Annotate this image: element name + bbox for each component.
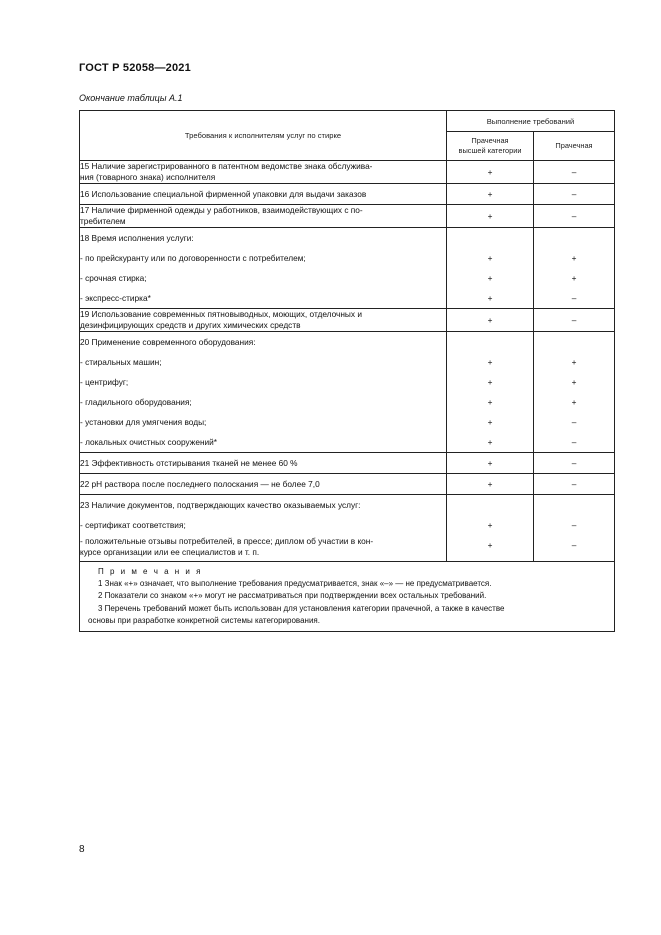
header-top-category [447, 132, 534, 161]
mark-top: + [487, 519, 493, 530]
mark-top: + [487, 314, 493, 325]
header-fulfillment: Выполнение требований [447, 111, 615, 132]
note-item: 3 Перечень требований может быть использован для установления категории прачечной, а также в качестве [98, 603, 505, 613]
requirement-title: 18 Время исполнения услуги: [80, 232, 194, 243]
notes-title: П р и м е ч а н и я [98, 567, 203, 576]
table-row [80, 161, 615, 184]
header-top-category-line2: высшей категории [458, 146, 522, 155]
mark-top: + [487, 356, 493, 367]
requirement-text: 16 Использование специальной фирменной упаковки для выдачи заказов [80, 188, 367, 199]
requirement-text: 21 Эффективность отстирывания тканей не менее 60 % [80, 457, 298, 468]
requirement-text: курсе организации или ее специалистов и т. п. [80, 547, 260, 557]
header-top-category-line1: Прачечная [471, 136, 509, 145]
requirement-text: 15 Наличие зарегистрированного в патентном ведомстве знака обслужива- [80, 161, 373, 171]
mark-regular: – [571, 210, 577, 221]
requirement-subitem: - центрифуг; [80, 376, 129, 387]
table-row [80, 332, 615, 453]
requirement-text: 22 pH раствора после последнего полоскания — не более 7,0 [80, 478, 320, 489]
notes-cell [80, 562, 615, 632]
table-row [80, 184, 615, 205]
table-caption: Окончание таблицы А.1 [79, 93, 183, 103]
requirement-text: ния (товарного знака) исполнителя [80, 172, 216, 182]
mark-top: + [487, 376, 493, 387]
requirement-subitem: - установки для умягчения воды; [80, 416, 207, 427]
mark-regular: – [571, 478, 577, 489]
requirement-cell [80, 332, 447, 453]
mark-regular: – [571, 457, 577, 468]
requirement-text: требителем [80, 216, 126, 226]
mark-top: + [487, 272, 493, 283]
requirement-subitem [80, 535, 446, 561]
note-item: 2 Показатели со знаком «+» могут не рассматриваться при подтверждении всех остальных требований. [98, 591, 487, 601]
requirements-table [79, 110, 615, 632]
mark-regular: + [571, 272, 577, 283]
mark-regular: – [571, 314, 577, 325]
mark-regular: – [571, 188, 577, 199]
mark-regular: – [571, 519, 577, 530]
mark-top: + [487, 292, 493, 303]
mark-top: + [487, 396, 493, 407]
requirement-cell [80, 161, 447, 184]
mark-regular: – [571, 292, 577, 303]
requirement-cell [80, 309, 447, 332]
requirement-subitem: - срочная стирка; [80, 272, 147, 283]
requirement-title: 23 Наличие документов, подтверждающих качество оказываемых услуг: [80, 499, 361, 510]
requirement-subitem: - стиральных машин; [80, 356, 162, 367]
mark-regular: + [571, 252, 577, 263]
requirement-title: 20 Применение современного оборудования: [80, 336, 256, 347]
table-row [80, 453, 615, 474]
mark-regular: + [571, 376, 577, 387]
mark-regular: – [571, 539, 577, 550]
note-item: 1 Знак «+» означает, что выполнение требования предусматривается, знак «–» — не предусматривается. [98, 579, 492, 589]
document-code: ГОСТ Р 52058—2021 [79, 62, 191, 74]
mark-top: + [487, 416, 493, 427]
requirement-cell [80, 228, 447, 309]
mark-regular: + [571, 396, 577, 407]
table-row [80, 474, 615, 495]
table-row [80, 205, 615, 228]
requirement-text: 17 Наличие фирменной одежды у работников, взаимодействующих с по- [80, 205, 363, 215]
header-requirements: Требования к исполнителям услуг по стирке [80, 111, 447, 161]
requirement-cell [80, 495, 447, 562]
table-row [80, 309, 615, 332]
table-header-row [80, 111, 615, 132]
mark-regular: – [571, 166, 577, 177]
requirement-text: дезинфицирующих средств и других химических средств [80, 320, 301, 330]
mark-top: + [487, 188, 493, 199]
mark-top: + [487, 478, 493, 489]
page-number: 8 [79, 844, 85, 855]
header-regular: Прачечная [534, 132, 615, 161]
requirement-subitem: - по прейскуранту или по договоренности с потребителем; [80, 252, 306, 263]
requirement-subitem: - гладильного оборудования; [80, 396, 192, 407]
requirement-subitem: - экспресс-стирка* [80, 292, 151, 303]
mark-top: + [487, 436, 493, 447]
requirement-subitem: - сертификат соответствия; [80, 519, 186, 530]
requirement-text: - положительные отзывы потребителей, в прессе; диплом об участии в кон- [80, 536, 374, 546]
mark-top: + [487, 166, 493, 177]
requirement-subitem: - локальных очистных сооружений* [80, 436, 218, 447]
mark-top: + [487, 457, 493, 468]
mark-top: + [487, 252, 493, 263]
mark-regular: + [571, 356, 577, 367]
requirement-text: 19 Использование современных пятновыводных, моющих, отделочных и [80, 309, 362, 319]
requirement-cell [80, 205, 447, 228]
mark-top: + [487, 210, 493, 221]
mark-regular: – [571, 416, 577, 427]
mark-top: + [487, 539, 493, 550]
mark-regular: – [571, 436, 577, 447]
note-item-continued: основы при разработке конкретной системы категорирования. [88, 615, 320, 625]
table-row [80, 495, 615, 562]
notes-row [80, 562, 615, 632]
table-row [80, 228, 615, 309]
